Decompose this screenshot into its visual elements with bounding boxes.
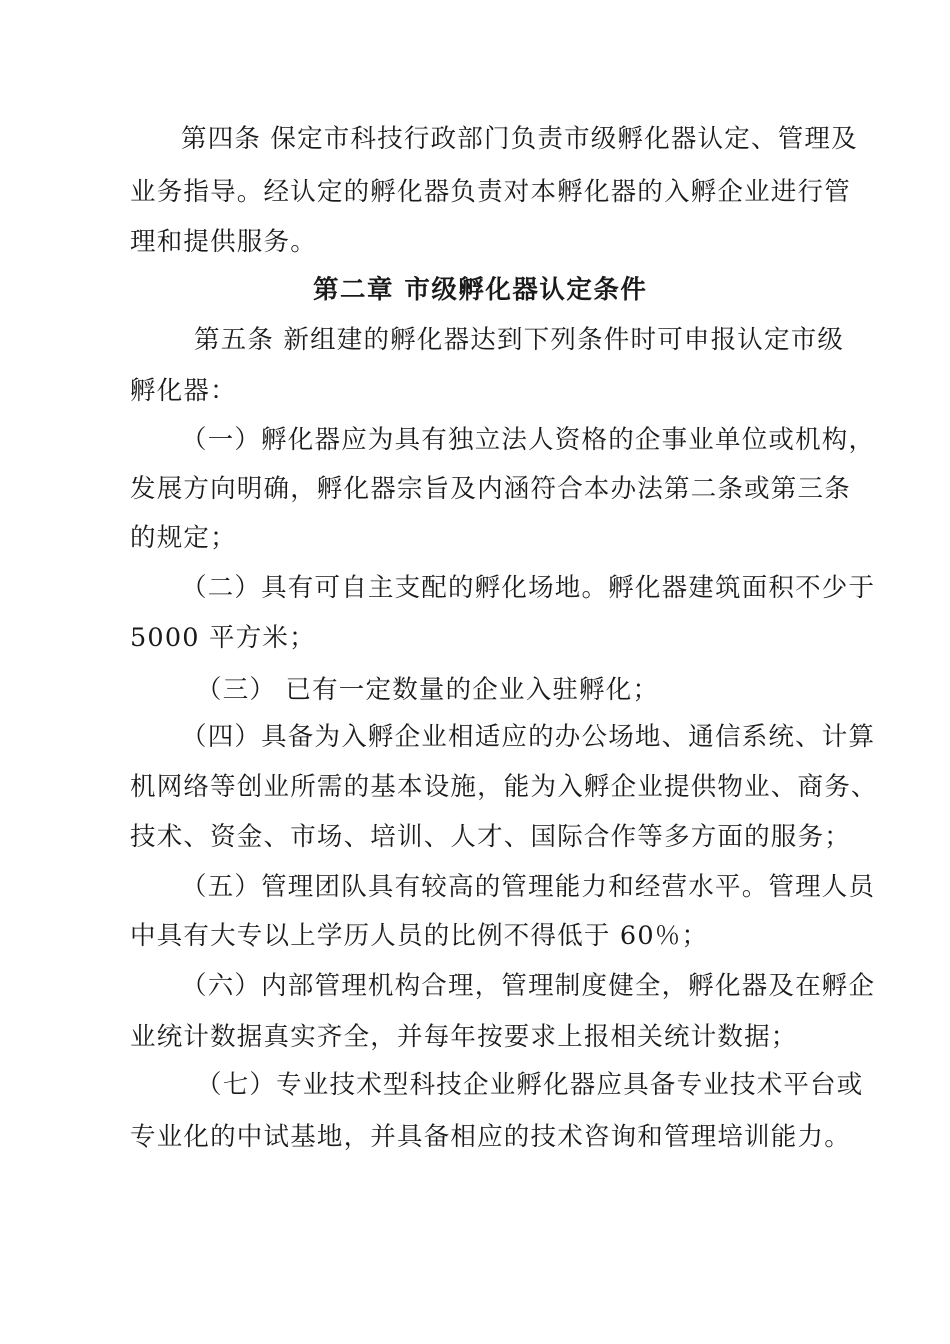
item5-line2: 中具有大专以上学历人员的比例不得低于 60％； — [130, 921, 709, 951]
item1-line3: 的规定； — [130, 523, 237, 553]
chapter-2-title: 第二章 市级孵化器认定条件 — [313, 275, 648, 305]
article5-line2: 孵化器： — [130, 376, 237, 406]
item2-line2: 5000 平方米； — [130, 623, 316, 653]
item4-line1: （四）具备为入孵企业相适应的办公场地、通信系统、计算 — [181, 722, 876, 752]
item4-line3: 技术、资金、市场、培训、人才、国际合作等多方面的服务； — [130, 822, 851, 852]
article4-line1: 第四条 保定市科技行政部门负责市级孵化器认定、管理及 — [181, 124, 858, 154]
item5-line1: （五）管理团队具有较高的管理能力和经营水平。管理人员 — [181, 872, 876, 902]
item6-line2: 业统计数据真实齐全，并每年按要求上报相关统计数据； — [130, 1022, 798, 1052]
item4-line2: 机网络等创业所需的基本设施，能为入孵企业提供物业、商务、 — [130, 772, 878, 802]
item2-line1: （二）具有可自主支配的孵化场地。孵化器建筑面积不少于 — [181, 573, 876, 603]
item1-line1: （一）孵化器应为具有独立法人资格的企事业单位或机构， — [181, 425, 876, 455]
article4-line3: 理和提供服务。 — [130, 227, 317, 257]
article5-line1: 第五条 新组建的孵化器达到下列条件时可申报认定市级 — [194, 325, 845, 355]
item3-line1: （三） 已有一定数量的企业入驻孵化； — [196, 675, 660, 705]
article4-line2: 业务指导。经认定的孵化器负责对本孵化器的入孵企业进行管 — [130, 177, 851, 207]
item6-line1: （六）内部管理机构合理，管理制度健全，孵化器及在孵企 — [181, 971, 876, 1001]
item1-line2: 发展方向明确，孵化器宗旨及内涵符合本办法第二条或第三条 — [130, 474, 851, 504]
item7-line2: 专业化的中试基地，并具备相应的技术咨询和管理培训能力。 — [130, 1122, 851, 1152]
item7-line1: （七）专业技术型科技企业孵化器应具备专业技术平台或 — [196, 1070, 864, 1100]
